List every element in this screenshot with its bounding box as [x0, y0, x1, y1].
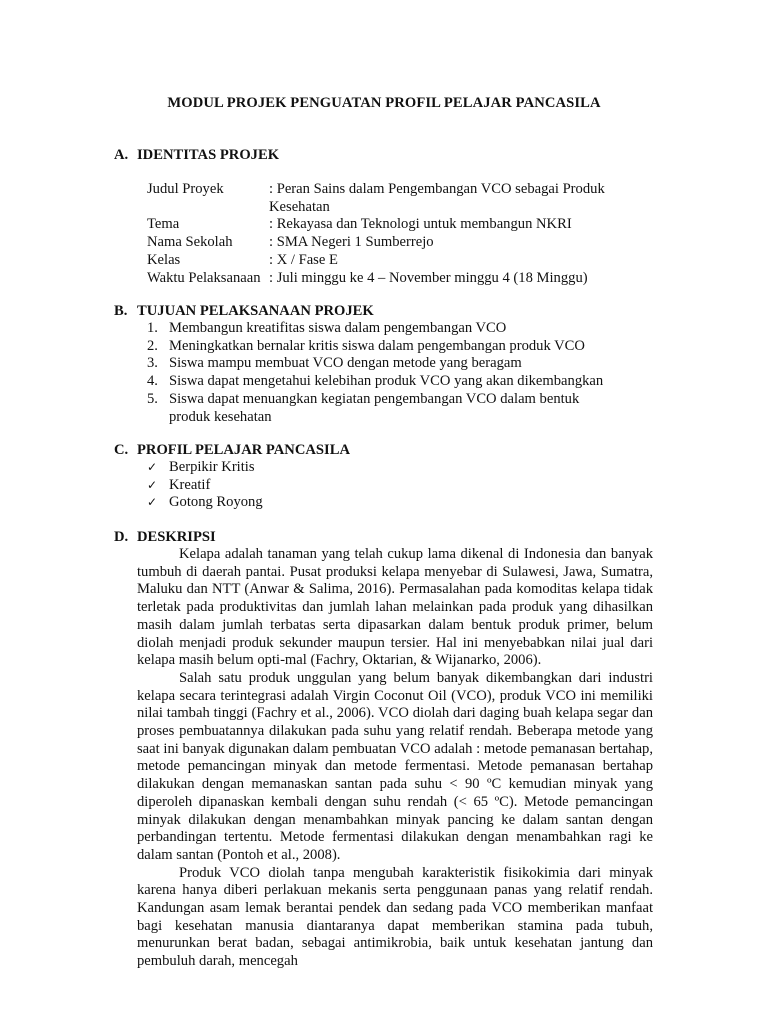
section-b-letter: B. — [114, 303, 128, 319]
list-item — [147, 459, 263, 477]
list-text: Siswa dapat mengetahui kelebihan produk VCO yang akan dikembangkan — [169, 373, 604, 390]
identity-row-sekolah — [147, 234, 657, 252]
list-text: Siswa dapat menuangkan kegiatan pengembangan VCO dalam bentuk produk kesehatan — [169, 390, 580, 425]
identity-row-waktu — [147, 270, 657, 288]
identity-value: : X / Fase E — [269, 251, 338, 268]
identity-label: Nama Sekolah — [147, 234, 233, 251]
list-text: Gotong Royong — [169, 494, 263, 511]
list-item — [147, 494, 263, 512]
list-number: 5. — [147, 390, 158, 407]
identity-value-line2: Kesehatan — [269, 198, 330, 215]
list-item — [147, 477, 263, 495]
section-a-letter: A. — [114, 147, 129, 163]
identity-row-kelas — [147, 252, 657, 270]
identity-row-judul — [147, 181, 657, 216]
section-b-heading — [114, 303, 374, 321]
section-c-letter: C. — [114, 442, 129, 458]
identity-table — [147, 181, 657, 287]
list-text: Meningkatkan bernalar kritis siswa dalam pengembangan produk VCO — [169, 337, 585, 354]
section-c-heading — [114, 442, 350, 460]
checkmark-icon: ✓ — [147, 460, 158, 474]
objectives-list — [147, 320, 657, 426]
description-body — [137, 546, 653, 971]
section-d-letter: D. — [114, 529, 129, 545]
identity-label: Waktu Pelaksanaan — [147, 269, 261, 286]
list-text: Siswa mampu membuat VCO dengan metode yang beragam — [169, 355, 522, 372]
section-d-heading — [114, 529, 216, 547]
section-a-title: IDENTITAS PROJEK — [137, 147, 280, 163]
list-number: 1. — [147, 320, 158, 336]
paragraph: Kelapa adalah tanaman yang telah cukup lama dikenal di Indonesia dan banyak tumbuh di daerah pantai. Pusat produksi kelapa menyebar di Sulawesi, Jawa, Sumatra, Maluku dan NTT (Anwar & Salima, 2016). Permasalahan pada komoditas kelapa tidak terletak pada produktivitas dan jumlah lahan melainkan pada produk yang dihasilkan masih dalam jumlah terbatas serta dipasarkan dalam bentuk produk primer, belum diolah menjadi produk sekunder maupun tersier. Hal ini menyebabkan nilai jual dari kelapa masih belum opti-mal (Fachry, Oktarian, & Wijanarko, 2006). — [137, 546, 653, 669]
section-b-title: TUJUAN PELAKSANAAN PROJEK — [137, 303, 374, 319]
identity-value: : Juli minggu ke 4 – November minggu 4 (18 Minggu) — [269, 269, 588, 286]
list-text: Berpikir Kritis — [169, 459, 255, 475]
list-item — [147, 391, 657, 426]
checkmark-icon: ✓ — [147, 477, 158, 492]
section-d-title: DESKRIPSI — [137, 529, 216, 545]
list-text: Kreatif — [169, 476, 211, 493]
section-c-title: PROFIL PELAJAR PANCASILA — [137, 442, 350, 458]
list-number: 4. — [147, 373, 158, 390]
list-number: 2. — [147, 337, 158, 354]
identity-row-tema — [147, 216, 657, 234]
profile-checklist — [147, 459, 263, 512]
page-title: MODUL PROJEK PENGUATAN PROFIL PELAJAR PANCASILA — [167, 95, 601, 111]
list-text: Membangun kreatifitas siswa dalam pengembangan VCO — [169, 320, 507, 336]
paragraph: Salah satu produk unggulan yang belum banyak dikembangkan dari industri kelapa secara terintegrasi adalah Virgin Coconut Oil (VCO), produk VCO ini memiliki nilai tambah tinggi (Fachry et al., 2006). VCO diolah dari daging buah kelapa segar dan proses pembuatannya dilakukan pada suhu yang relatif rendah. Beberapa metode yang saat ini banyak digunakan dalam pembuatan VCO adalah : metode pemanasan bertahap, metode pemancingan minyak dan metode fermentasi. Metode pemanasan bertahap dilakukan dengan memanaskan santan pada suhu < 90 ºC kemudian minyak yang diperoleh dipanaskan kembali dengan suhu rendah (< 65 ºC). Metode pemancingan minyak dilakukan dengan menambahkan minyak pancing ke dalam santan dengan perbandingan tertentu. Metode fermentasi dilakukan dengan menambahkan ragi ke dalam santan (Pontoh et al., 2008). — [137, 669, 653, 863]
paragraph: Produk VCO diolah tanpa mengubah karakteristik fisikokimia dari minyak karena hanya diberi perlakuan mekanis serta penggunaan panas yang relatif rendah. Kandungan asam lemak berantai pendek dan sedang pada VCO memberikan manfaat bagi kesehatan manusia diantaranya dapat memberikan stamina pada tubuh, menurunkan berat badan, sebagai antimikrobia, baik untuk kesehatan jantung dan pembuluh darah, mencegah — [137, 864, 653, 970]
identity-label: Judul Proyek — [147, 181, 224, 197]
section-a-heading — [114, 147, 279, 165]
list-number: 3. — [147, 355, 158, 372]
identity-label: Kelas — [147, 251, 181, 268]
list-item — [147, 355, 657, 373]
list-item — [147, 373, 657, 391]
identity-value: : SMA Negeri 1 Sumberrejo — [269, 234, 434, 251]
identity-value — [269, 181, 657, 216]
list-item — [147, 320, 657, 338]
identity-value-line1: : Peran Sains dalam Pengembangan VCO sebagai Produk — [269, 181, 605, 197]
list-item — [147, 338, 657, 356]
checkmark-icon: ✓ — [147, 495, 158, 510]
identity-value: : Rekayasa dan Teknologi untuk membangun NKRI — [269, 216, 572, 233]
identity-label: Tema — [147, 216, 180, 233]
